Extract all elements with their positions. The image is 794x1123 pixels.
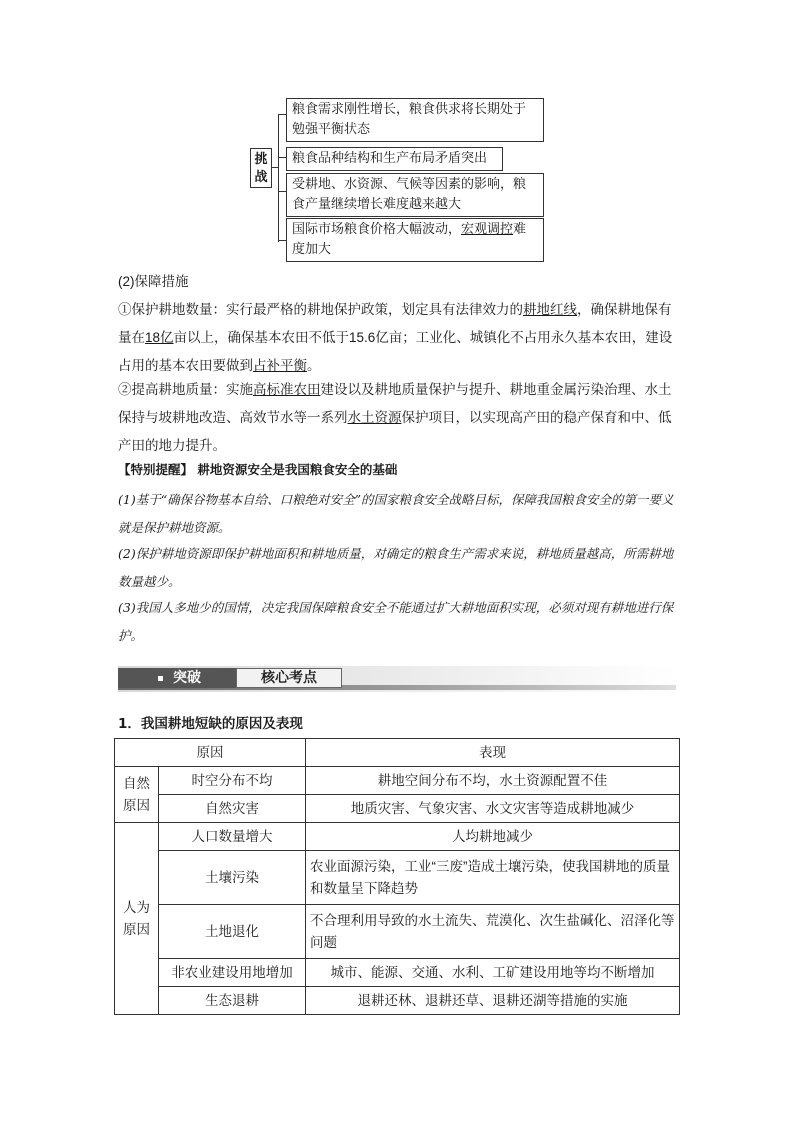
banner-dark-tab: 突破 — [118, 668, 236, 688]
challenge-box-1: 粮食需求刚性增长，粮食供求将长期处于 勉强平衡状态 — [286, 98, 544, 142]
banner-light-tab: 核心考点 — [236, 668, 342, 688]
cause-cell: 非农业建设用地增加 — [159, 959, 306, 987]
effect-cell: 农业面源污染，工业“三废”造成土壤污染，使我国耕地的质量和数量呈下降趋势 — [306, 851, 680, 905]
square-bullet-icon — [158, 676, 163, 681]
table-row — [115, 959, 680, 987]
effect-cell: 耕地空间分布不均，水土资源配置不佳 — [306, 767, 680, 795]
cause-cell: 土地退化 — [159, 905, 306, 959]
table-row — [115, 795, 680, 823]
tip-item-2: (2)保护耕地资源即保护耕地面积和耕地质量，对确定的粮食生产需求来说，耕地质量越高，所需耕地数量越少。 — [118, 546, 674, 589]
table-row — [115, 823, 680, 851]
tip-item-1: (1)基于“确保谷物基本自给、口粮绝对安全”的国家粮食安全战略目标，保障我国粮食安全的第一要义就是保护耕地资源。 — [118, 492, 674, 535]
challenge-box-2: 粮食品种结构和生产布局矛盾突出 — [286, 147, 503, 171]
header-effect: 表现 — [306, 739, 680, 767]
challenge-box-4: 国际市场粮食价格大幅波动，宏观调控难 度加大 — [286, 218, 544, 262]
bracket-tick — [278, 240, 286, 241]
group-natural: 自然 原因 — [115, 767, 159, 823]
effect-cell: 城市、能源、交通、水利、工矿建设用地等均不断增加 — [306, 959, 680, 987]
effect-cell: 不合理利用导致的水土流失、荒漠化、次生盐碱化、沼泽化等问题 — [306, 905, 680, 959]
bracket-tick — [278, 157, 286, 158]
bracket-tick — [278, 114, 286, 115]
measures-heading: (2)保障措施 — [118, 274, 189, 289]
table-row — [115, 767, 680, 795]
effect-cell: 地质灾害、气象灾害、水文灾害等造成耕地减少 — [306, 795, 680, 823]
bracket-tick — [278, 191, 286, 192]
challenge-box-3: 受耕地、水资源、气候等因素的影响，粮 食产量继续增长难度越来越大 — [286, 173, 544, 217]
causes-table — [114, 738, 680, 1015]
tip-heading: 【特别提醒】 耕地资源安全是我国粮食安全的基础 — [118, 462, 398, 477]
table-header-row — [115, 739, 680, 767]
cause-cell: 自然灾害 — [159, 795, 306, 823]
section-title: 1．我国耕地短缺的原因及表现 — [118, 716, 303, 732]
table-row — [115, 905, 680, 959]
table-row — [115, 987, 680, 1015]
cause-cell: 生态退耕 — [159, 987, 306, 1015]
bracket-line — [278, 114, 279, 242]
header-cause: 原因 — [115, 739, 306, 767]
group-human: 人为 原因 — [115, 823, 159, 1015]
tip-item-3: (3)我国人多地少的国情，决定我国保障粮食安全不能通过扩大耕地面积实现，必须对现有耕地进行保护。 — [118, 600, 674, 643]
effect-cell: 退耕还林、退耕还草、退耕还湖等措施的实施 — [306, 987, 680, 1015]
challenges-label: 挑 战 — [250, 148, 272, 188]
table-row — [115, 851, 680, 905]
section-banner — [118, 666, 676, 692]
effect-cell: 人均耕地减少 — [306, 823, 680, 851]
cause-cell: 时空分布不均 — [159, 767, 306, 795]
cause-cell: 人口数量增大 — [159, 823, 306, 851]
measure-paragraph-2: ②提高耕地质量：实施高标准农田建设以及耕地质量保护与提升、耕地重金属污染治理、水土保持与坡耕地改造、高效节水等一系列水土资源保护项目，以实现高产田的稳产保育和中、低产田的地力提升。 — [118, 382, 672, 453]
measure-paragraph-1: ①保护耕地数量：实行最严格的耕地保护政策，划定具有法律效力的耕地红线，确保耕地保有量在18亿亩以上，确保基本农田不低于15.6亿亩；工业化、城镇化不占用永久基本农田，建设占用的基本农田要做到占补平衡。 — [118, 302, 673, 373]
cause-cell: 土壤污染 — [159, 851, 306, 905]
